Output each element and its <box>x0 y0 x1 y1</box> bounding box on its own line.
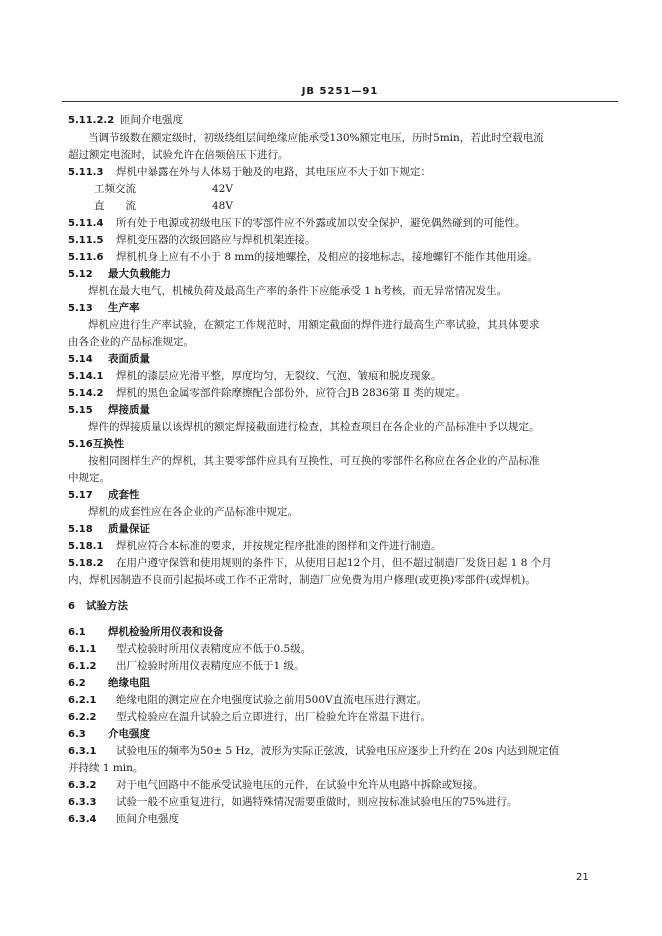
section-6-2-2 <box>68 709 616 726</box>
header-rule <box>62 101 618 102</box>
section-number: 5.14.1 <box>68 371 104 382</box>
section-5-14-2 <box>68 385 616 402</box>
section-6-2 <box>68 675 616 692</box>
section-number: 5.11.5 <box>68 235 104 246</box>
section-text: 匝间介电强度 <box>116 813 179 825</box>
document-body <box>68 112 616 828</box>
voltage-dc-row <box>68 198 616 215</box>
section-6-1-1 <box>68 641 616 658</box>
paragraph-continuation: 由各企业的产品标准规定。 <box>68 336 194 348</box>
section-number: 5.18.2 <box>68 558 104 569</box>
section-6-3-1 <box>68 743 616 760</box>
section-6-3-2 <box>68 777 616 794</box>
section-5-17 <box>68 487 616 504</box>
section-5-11-6 <box>68 249 616 266</box>
section-5-18 <box>68 521 616 538</box>
section-number: 6.2.1 <box>68 695 97 706</box>
paragraph-continuation: 中规定。 <box>68 472 110 484</box>
section-number: 5.14.2 <box>68 388 104 399</box>
section-number: 6 <box>68 601 75 612</box>
section-title: 匝间介电强度 <box>120 114 183 126</box>
section-title: 试验方法 <box>86 600 128 612</box>
section-title: 互换性 <box>92 438 125 450</box>
section-number: 5.13 <box>68 303 93 314</box>
paragraph-continuation: 超过额定电流时，试验允许在倍频倍压下进行。 <box>68 149 289 161</box>
section-number: 5.16 <box>68 439 93 450</box>
section-title: 最大负载能力 <box>108 268 171 280</box>
section-5-14 <box>68 351 616 368</box>
section-5-13 <box>68 300 616 317</box>
section-number: 6.3.1 <box>68 746 97 757</box>
section-title: 成套性 <box>108 489 140 501</box>
section-number: 6.1.1 <box>68 644 97 655</box>
paragraph: 焊机的成套性应在各企业的产品标准中规定。 <box>88 506 298 518</box>
section-5-14-1 <box>68 368 616 385</box>
section-number: 6.3.2 <box>68 780 97 791</box>
section-number: 5.18.1 <box>68 541 104 552</box>
section-5-18-2 <box>68 555 616 572</box>
section-text: 焊机的漆层应光滑平整，厚度均匀，无裂纹、气泡、皱痕和脱皮现象。 <box>116 370 442 382</box>
section-text: 焊机变压器的次级回路应与焊机机架连接。 <box>116 234 316 246</box>
section-title: 焊机检验所用仪表和设备 <box>108 626 224 638</box>
section-5-15 <box>68 402 616 419</box>
section-5-11-4 <box>68 215 616 232</box>
section-number: 5.14 <box>68 354 93 365</box>
section-5-12 <box>68 266 616 283</box>
section-6 <box>68 598 616 615</box>
voltage-dc-label: 直 流 <box>94 200 136 212</box>
section-text: 焊机的黑色金属零部件除摩擦配合部份外，应符合JB 2836第 Ⅱ 类的规定。 <box>116 387 466 399</box>
section-text: 出厂检验时所用仪表精度应不低于1 级。 <box>116 660 305 672</box>
section-title: 生产率 <box>108 302 140 314</box>
paragraph: 焊机在最大电气，机械负荷及最高生产率的条件下应能承受 1 h考核，而无异常情况发生。 <box>88 285 508 297</box>
section-number: 6.3.4 <box>68 814 97 825</box>
page-number: 21 <box>576 872 589 883</box>
section-5-16 <box>68 436 616 453</box>
section-number: 5.15 <box>68 405 93 416</box>
section-number: 6.3.3 <box>68 797 97 808</box>
section-5-11-5 <box>68 232 616 249</box>
section-6-2-1 <box>68 692 616 709</box>
section-gap <box>68 615 616 624</box>
section-number: 5.18 <box>68 524 93 535</box>
paragraph-continuation: 内，焊机因制造不良而引起损坏或工作不正常时，制造厂应免费为用户修理(或更换)零部件(或焊机)。 <box>68 574 536 586</box>
voltage-ac-label: 工频交流 <box>94 183 136 195</box>
section-text: 型式检验应在温升试验之后立即进行，出厂检验允许在常温下进行。 <box>116 711 431 723</box>
section-number: 6.1.2 <box>68 661 97 672</box>
section-number: 5.11.3 <box>68 167 104 178</box>
voltage-dc-value: 48V <box>212 200 233 212</box>
paragraph: 按相同图样生产的焊机，其主要零部件应具有互换性，可互换的零部件名称应在各企业的产品标准 <box>88 455 540 467</box>
section-number: 6.2 <box>68 678 86 689</box>
paragraph-continuation: 并持续 1 min。 <box>68 762 144 774</box>
section-text: 焊机应符合本标准的要求，并按规定程序批准的图样和文件进行制造。 <box>116 540 442 552</box>
paragraph: 焊件的焊接质量以该焊机的额定焊接截面进行检查，其检查项目在各企业的产品标准中予以规定。 <box>88 421 540 433</box>
section-number: 5.12 <box>68 269 93 280</box>
section-text: 在用户遵守保管和使用规则的条件下，从使用日起12个月，但不超过制造厂发货日起 1 8 个月 <box>116 557 552 569</box>
section-text: 对于电气回路中不能承受试验电压的元件，在试验中允许从电路中拆除或短接。 <box>116 779 484 791</box>
section-6-3 <box>68 726 616 743</box>
section-6-1 <box>68 624 616 641</box>
section-5-11-2-2 <box>68 112 616 129</box>
section-6-1-2 <box>68 658 616 675</box>
section-title: 介电强度 <box>108 728 150 740</box>
section-text: 绝缘电阻的测定应在介电强度试验之前用500V直流电压进行测定。 <box>116 694 428 706</box>
section-text: 焊机中暴露在外与人体易于触及的电路，其电压应不大于如下规定： <box>116 166 431 178</box>
section-5-11-3 <box>68 164 616 181</box>
section-6-3-3 <box>68 794 616 811</box>
paragraph: 当调节级数在额定级时，初级绕组层间绝缘应能承受130%额定电压，历时5min，若此时空载电流 <box>88 132 544 144</box>
section-number: 5.11.6 <box>68 252 104 263</box>
section-number: 6.3 <box>68 729 86 740</box>
section-text: 所有处于电源或初级电压下的零部件应不外露或加以安全保护，避免偶然碰到的可能性。 <box>116 217 526 229</box>
section-text: 焊机机身上应有不小于 8 mm的接地螺拴，及相应的接地标志，接地螺钉不能作其他用途。 <box>116 251 538 263</box>
section-text: 试验一般不应重复进行，如遇特殊情况需要重做时，则应按标准试验电压的75%进行。 <box>116 796 518 808</box>
document-header: JB 5251—91 <box>301 86 379 97</box>
section-number: 5.17 <box>68 490 93 501</box>
section-text: 型式检验时所用仪表精度应不低于0.5级。 <box>116 643 312 655</box>
section-text: 试验电压的频率为50± 5 Hz，波形为实际正弦波，试验电压应逐步上升约在 20s 内达到规定值 <box>116 745 560 757</box>
section-title: 质量保证 <box>108 523 150 535</box>
section-gap <box>68 589 616 598</box>
voltage-ac-row <box>68 181 616 198</box>
section-title: 绝缘电阻 <box>108 677 150 689</box>
section-title: 表面质量 <box>108 353 150 365</box>
section-title: 焊接质量 <box>108 404 150 416</box>
section-6-3-4 <box>68 811 616 828</box>
paragraph: 焊机应进行生产率试验，在额定工作规范时，用额定截面的焊件进行最高生产率试验，其具体要求 <box>88 319 540 331</box>
section-number: 5.11.2.2 <box>68 115 115 126</box>
voltage-ac-value: 42V <box>212 183 233 195</box>
section-number: 6.2.2 <box>68 712 97 723</box>
section-5-18-1 <box>68 538 616 555</box>
section-number: 5.11.4 <box>68 218 104 229</box>
section-number: 6.1 <box>68 627 86 638</box>
